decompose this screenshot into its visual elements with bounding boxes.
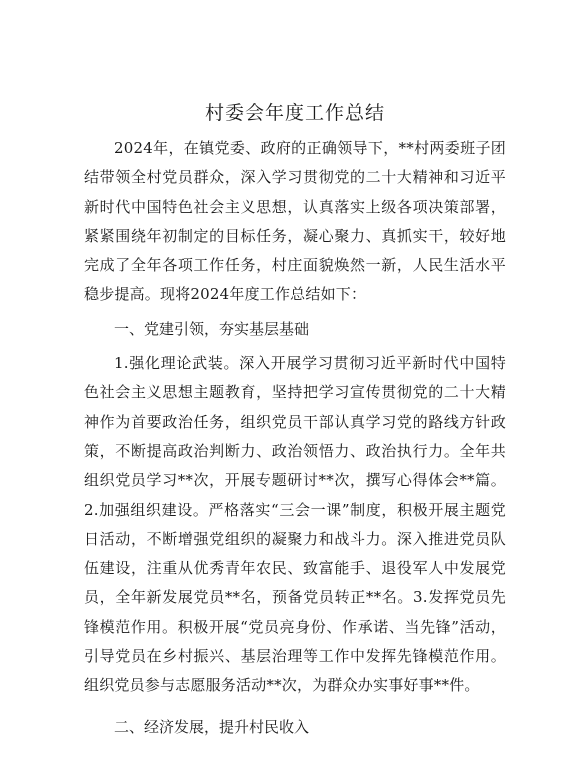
document-title: 村委会年度工作总结 — [204, 102, 385, 124]
section-body-party-building: 1.强化理论武装。深入开展学习贯彻习近平新时代中国特色社会主义思想主题教育，坚持把学习宣传贯彻党的二十大精神作为首要政治任务，组织党员干部认真学习党的路线方针政策，不断提高政治判断力、政治领悟力、政治执行力。全年共组织党员学习**次，开展专题研讨**次，撰写心得体会**篇。2.加强组织建设。严格落实“三会一课”制度，积极开展主题党日活动，不断增强党组织的凝聚力和战斗力。深入推进党员队伍建设，注重从优秀青年农民、致富能手、退役军人中发展党员，全年新发展党员**名，预备党员转正**名。3.发挥党员先锋模范作用。积极开展“党员亮身份、作承诺、当先锋”活动，引导党员在乡村振兴、基层治理等工作中发挥先锋模范作用。组织党员参与志愿服务活动**次，为群众办实事好事**件。 — [84, 354, 506, 695]
section-heading-party-building: 一、党建引领，夯实基层基础 — [114, 319, 310, 338]
spacer — [84, 701, 506, 713]
section-heading-economy: 二、经济发展，提升村民收入 — [114, 717, 310, 736]
intro-paragraph: 2024年，在镇党委、政府的正确领导下，**村两委班子团结带领全村党员群众，深入学习贯彻党的二十大精神和习近平新时代中国特色社会主义思想，认真落实上级各项决策部署，紧紧围绕年初制定的目标任务，凝心聚力、真抓实干，较好地完成了全年各项工作任务，村庄面貌焕然一新，人民生活水平稳步提高。现将2024年度工作总结如下： — [84, 139, 506, 304]
